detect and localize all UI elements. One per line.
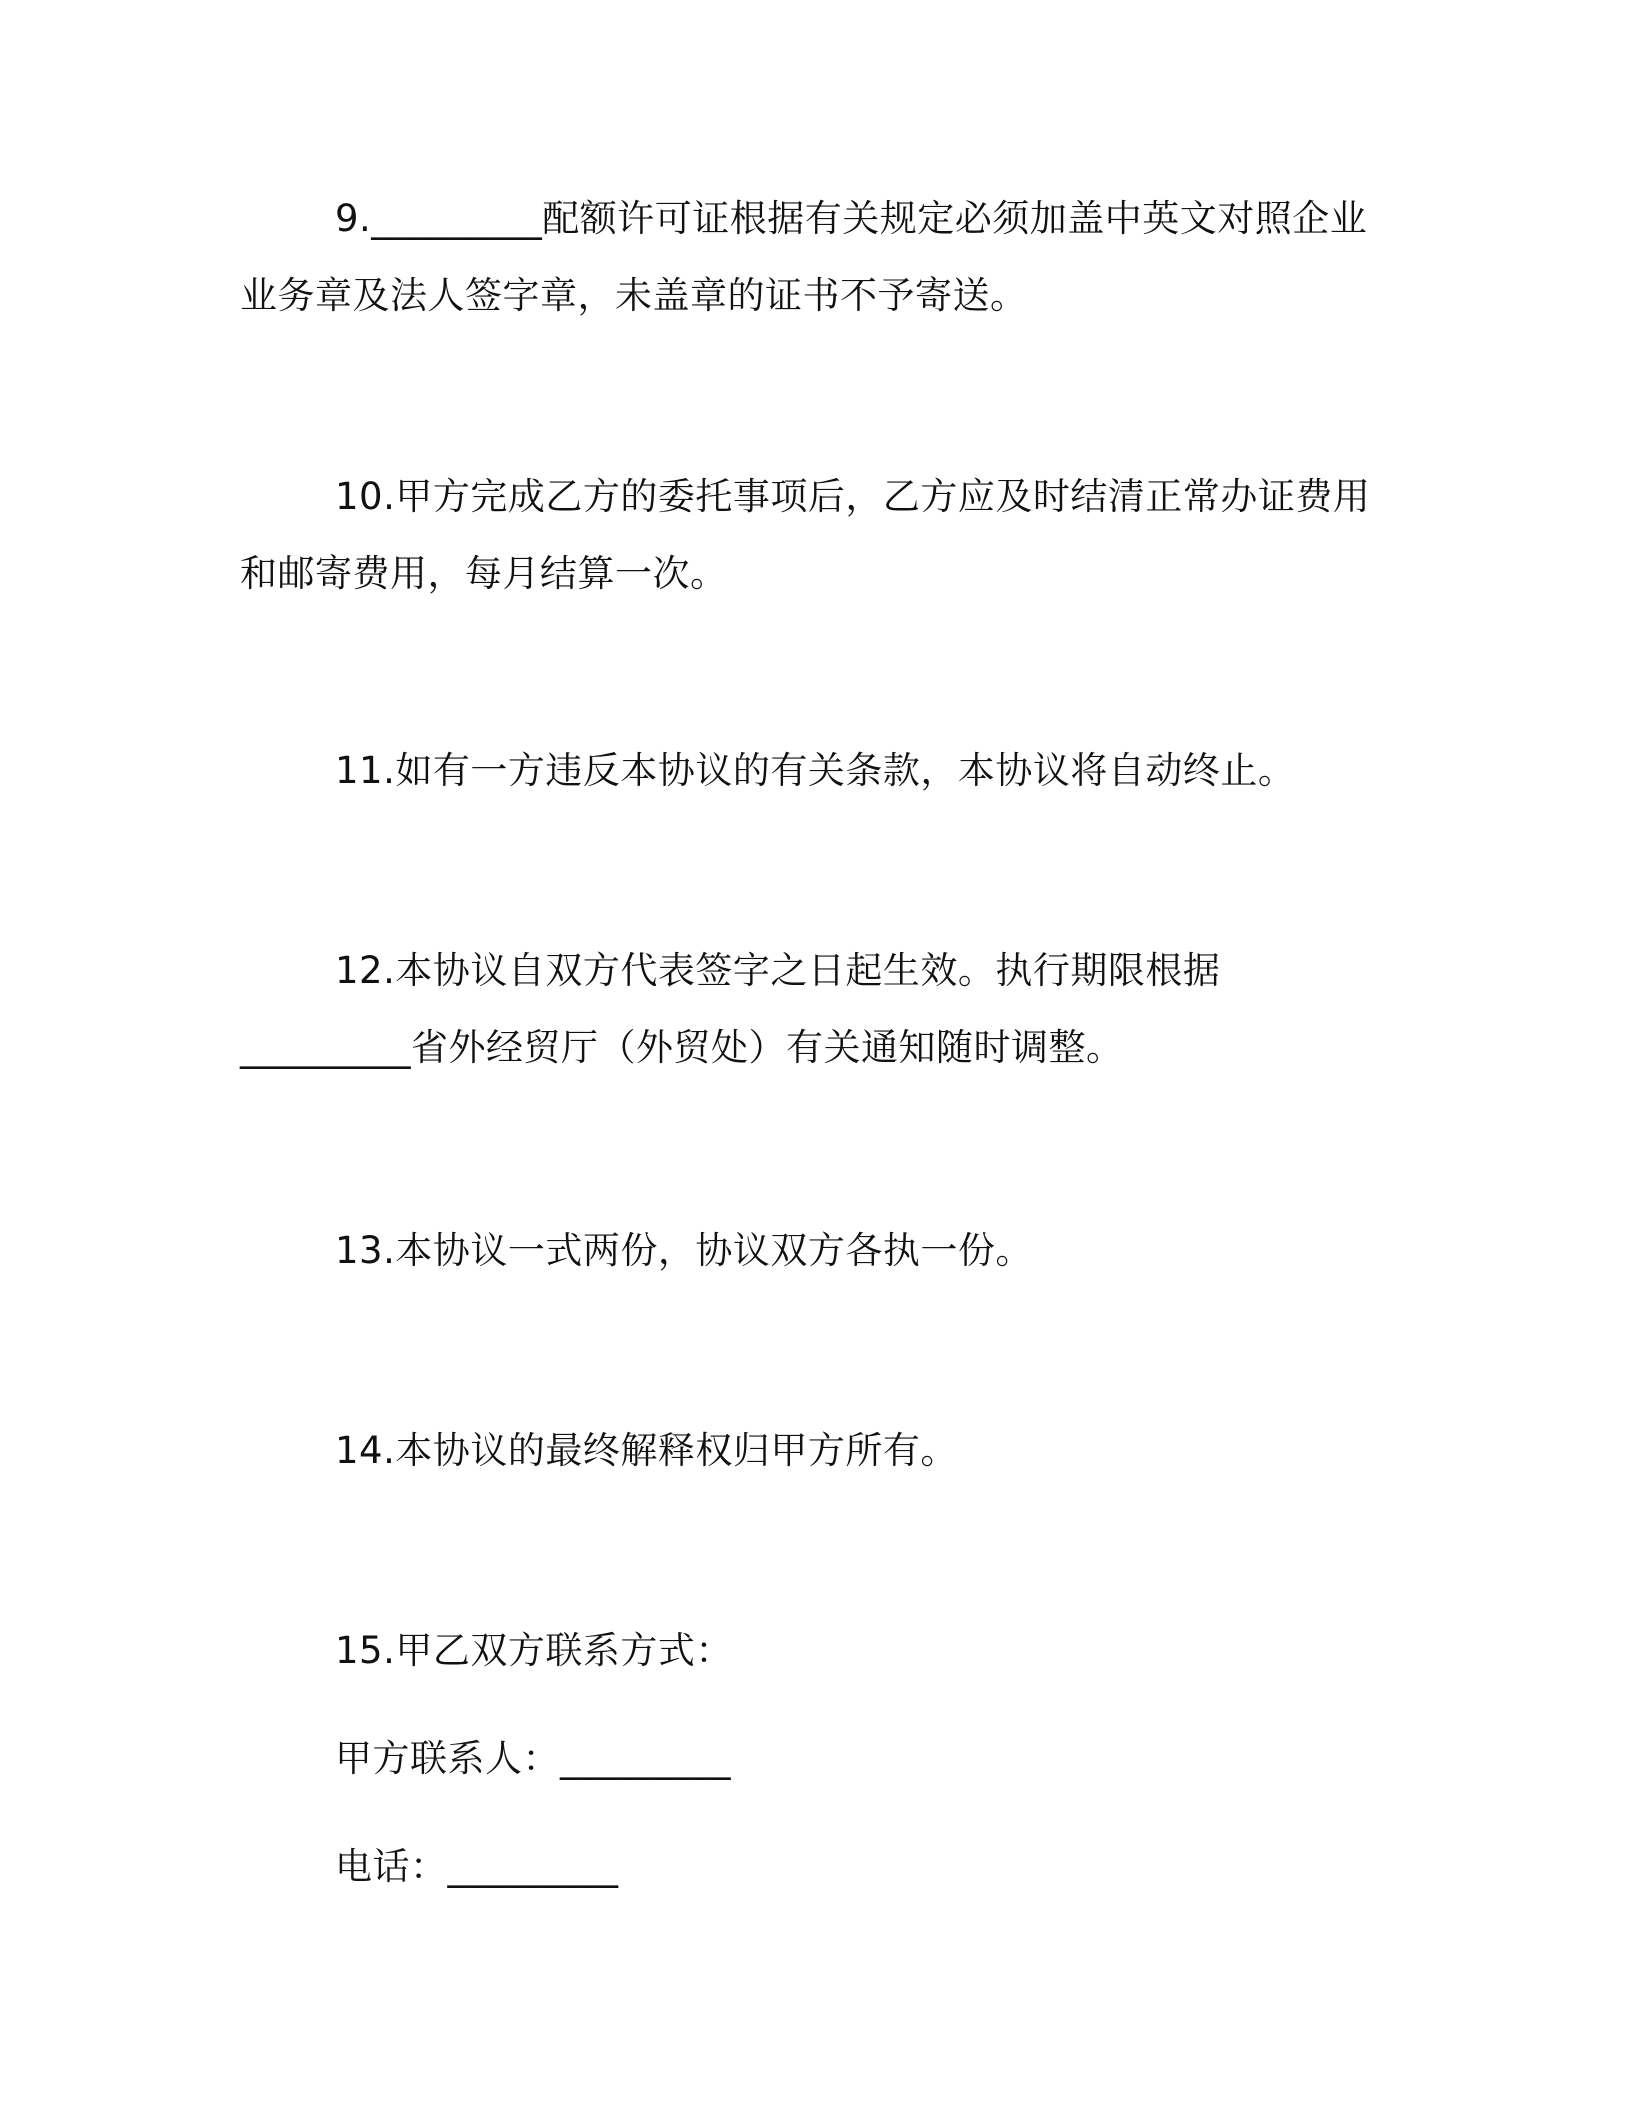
clause-11-line-1: 11.如有一方违反本协议的有关条款，本协议将自动终止。: [335, 749, 1296, 792]
clause-12-line-2: _________省外经贸厅（外贸处）有关通知随时调整。: [240, 1026, 1124, 1069]
clause-14: [240, 1412, 1380, 1489]
clause-13-line-1: 13.本协议一式两份，协议双方各执一份。: [335, 1229, 1033, 1272]
clause-14-line-1: 14.本协议的最终解释权归甲方所有。: [335, 1429, 958, 1472]
clause-10-line-1: 10.甲方完成乙方的委托事项后，乙方应及时结清正常办证费用: [335, 475, 1371, 518]
clause-10-line-2: 和邮寄费用，每月结算一次。: [240, 552, 728, 595]
party-a-contact-person: 甲方联系人：_________: [335, 1737, 731, 1780]
clause-12-line-1: 12.本协议自双方代表签字之日起生效。执行期限根据: [335, 949, 1221, 992]
clause-15-line-1: 15.甲乙双方联系方式：: [335, 1629, 733, 1672]
clause-13: [240, 1212, 1380, 1289]
clause-12: [240, 932, 1380, 1086]
clause-15: [240, 1612, 1380, 1689]
clause-9-line-1: 9._________配额许可证根据有关规定必须加盖中英文对照企业: [335, 197, 1368, 240]
party-a-phone: 电话：_________: [335, 1845, 619, 1888]
clause-11: [240, 732, 1380, 809]
clause-9-line-2: 业务章及法人签字章，未盖章的证书不予寄送。: [240, 274, 1028, 317]
clause-10: [240, 458, 1380, 612]
clause-9: [240, 180, 1380, 334]
